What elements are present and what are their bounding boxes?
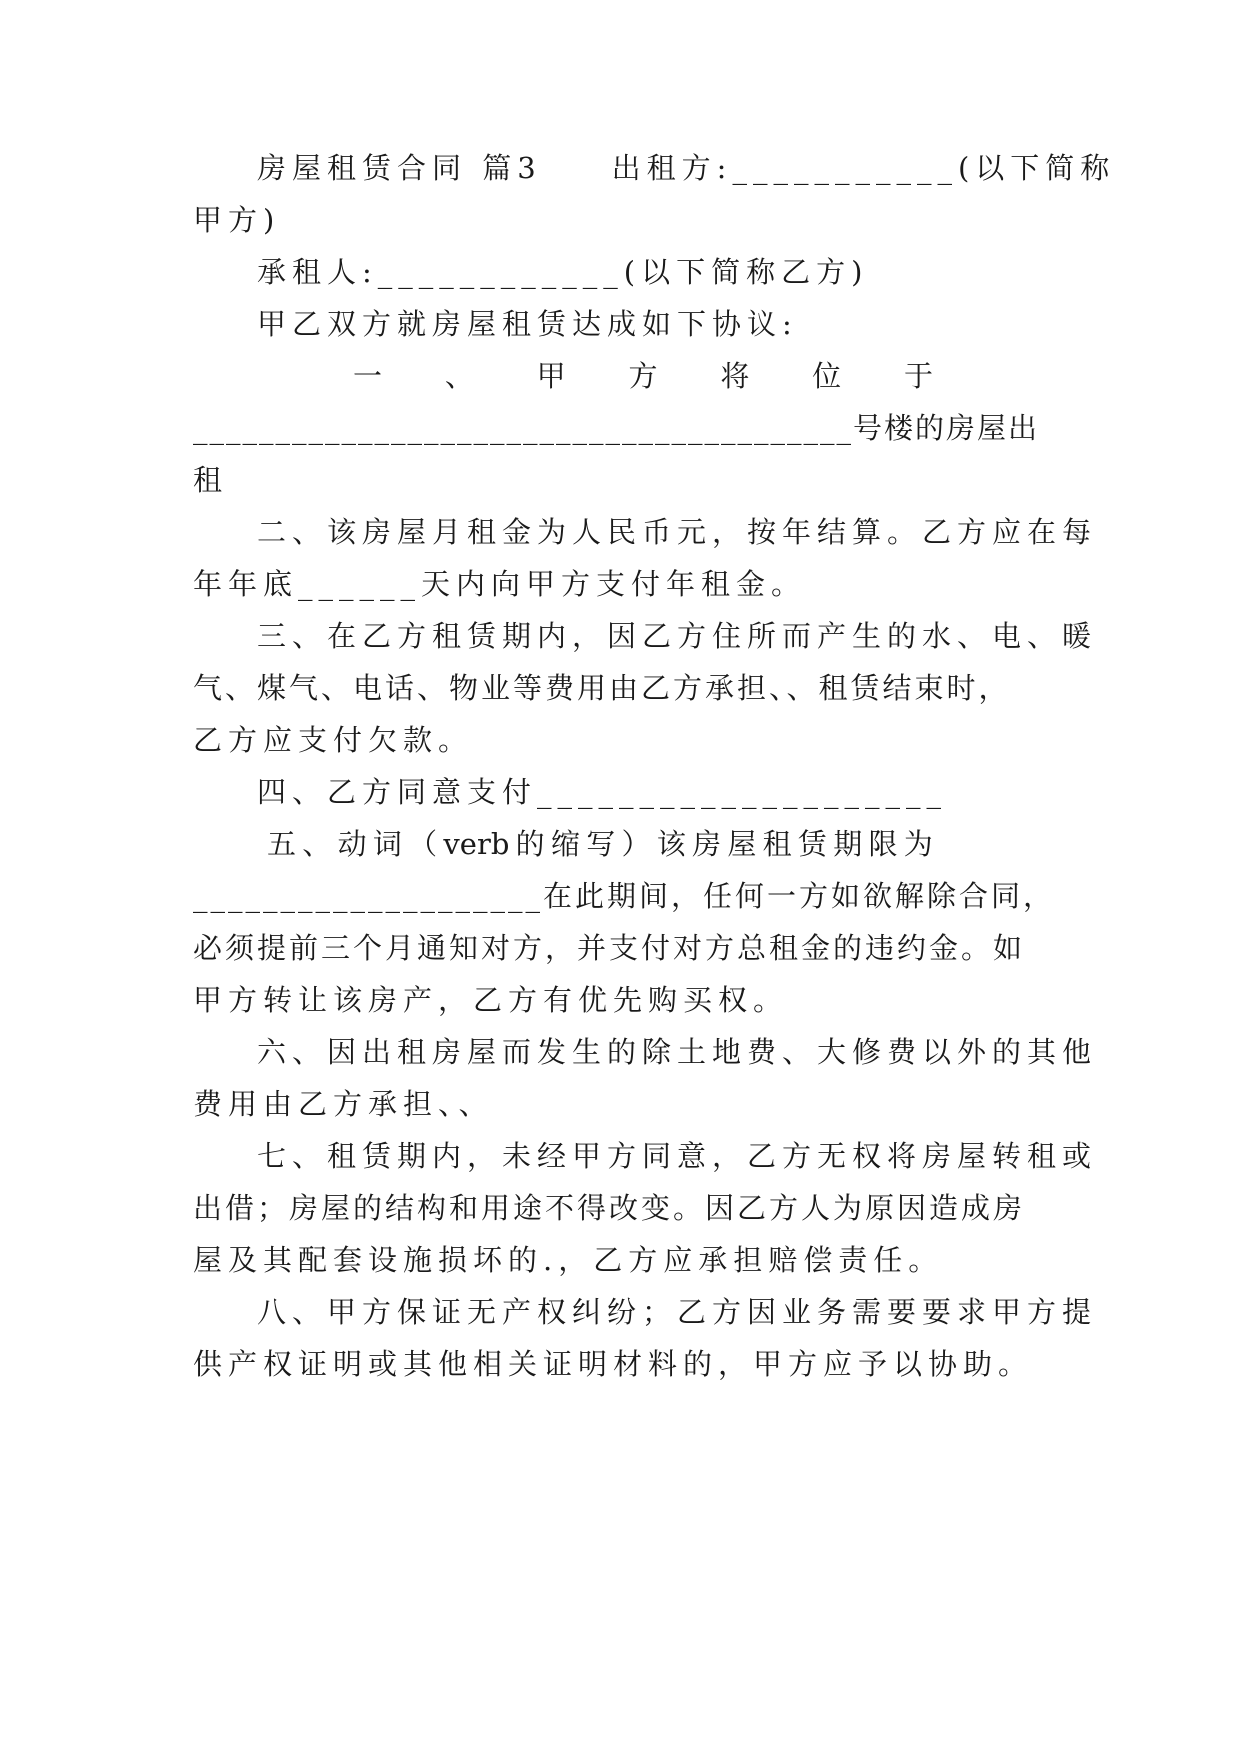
clause-2: 二、该房屋月租金为人民币元，按年结算。乙方应在每 [257,515,1098,549]
clause-7: 七、租赁期内，未经甲方同意，乙方无权将房屋转租或 [257,1139,1098,1173]
clause-token: （ [408,827,438,861]
clause-token: 房 [692,827,722,861]
clause-token: 位 [812,359,842,393]
clause-4: 四、乙方同意支付____________________ [257,775,948,809]
clause-token: 、 [302,827,332,861]
text-line: ____________________在此期间，任何一方如欲解除合同， [193,879,1056,913]
text-line: 甲方) [193,203,281,237]
clause-token: 赁 [797,827,827,861]
text-line: 甲方转让该房产，乙方有优先购买权。 [193,983,789,1017]
clause-token: 于 [903,359,933,393]
text-line: 乙方应支付欠款。 [193,723,474,757]
clause-token: 的 [515,827,545,861]
clause-token: 为 [903,827,933,861]
text-line: 气、煤气、电话、物业等费用由乙方承担、、租赁结束时， [193,671,1011,705]
clause-8: 八、甲方保证无产权纠纷；乙方因业务需要要求甲方提 [257,1295,1098,1329]
text-line: 必须提前三个月通知对方，并支付对方总租金的违约金。如 [193,931,1026,965]
clause-token: 期 [833,827,863,861]
clause-token: 动 [337,827,367,861]
clause-token: 缩 [550,827,580,861]
text-line: 出借；房屋的结构和用途不得改变。因乙方人为原因造成房 [193,1191,1026,1225]
text-line: 租 [193,463,229,497]
agreement-intro: 甲乙双方就房屋租赁达成如下协议: [257,307,798,341]
clause-1-heading [353,356,933,396]
clause-token: verb [443,827,510,861]
clause-token: 限 [868,827,898,861]
clause-token: 一 [353,359,383,393]
clause-5-heading [267,824,933,864]
clause-token: ） [621,827,651,861]
text-line: 年年底______天内向甲方支付年租金。 [193,567,807,601]
text-line: ________________________________________号楼的房屋出 [193,411,1040,445]
clause-token: 租 [762,827,792,861]
clause-token: 屋 [727,827,757,861]
text-line: 费用由乙方承担、、 [193,1087,494,1121]
clause-token: 、 [444,359,474,393]
clause-token: 五 [267,827,297,861]
text-line: 供产权证明或其他相关证明材料的，甲方应予以协助。 [193,1347,1034,1381]
clause-token: 甲 [536,359,566,393]
clause-token: 方 [628,359,658,393]
clause-token: 写 [586,827,616,861]
clause-3: 三、在乙方租赁期内，因乙方住所而产生的水、电、暖 [257,619,1098,653]
clause-6: 六、因出租房屋而发生的除土地费、大修费以外的其他 [257,1035,1098,1069]
lessee-line: 承租人:____________(以下简称乙方) [257,255,869,289]
clause-token: 词 [372,827,402,861]
clause-token: 将 [720,359,750,393]
clause-token: 该 [656,827,686,861]
title-line: 房屋租赁合同 篇3 出租方:___________(以下简称 [257,151,1116,185]
text-line: 屋及其配套设施损坏的.，乙方应承担赔偿责任。 [193,1243,944,1277]
